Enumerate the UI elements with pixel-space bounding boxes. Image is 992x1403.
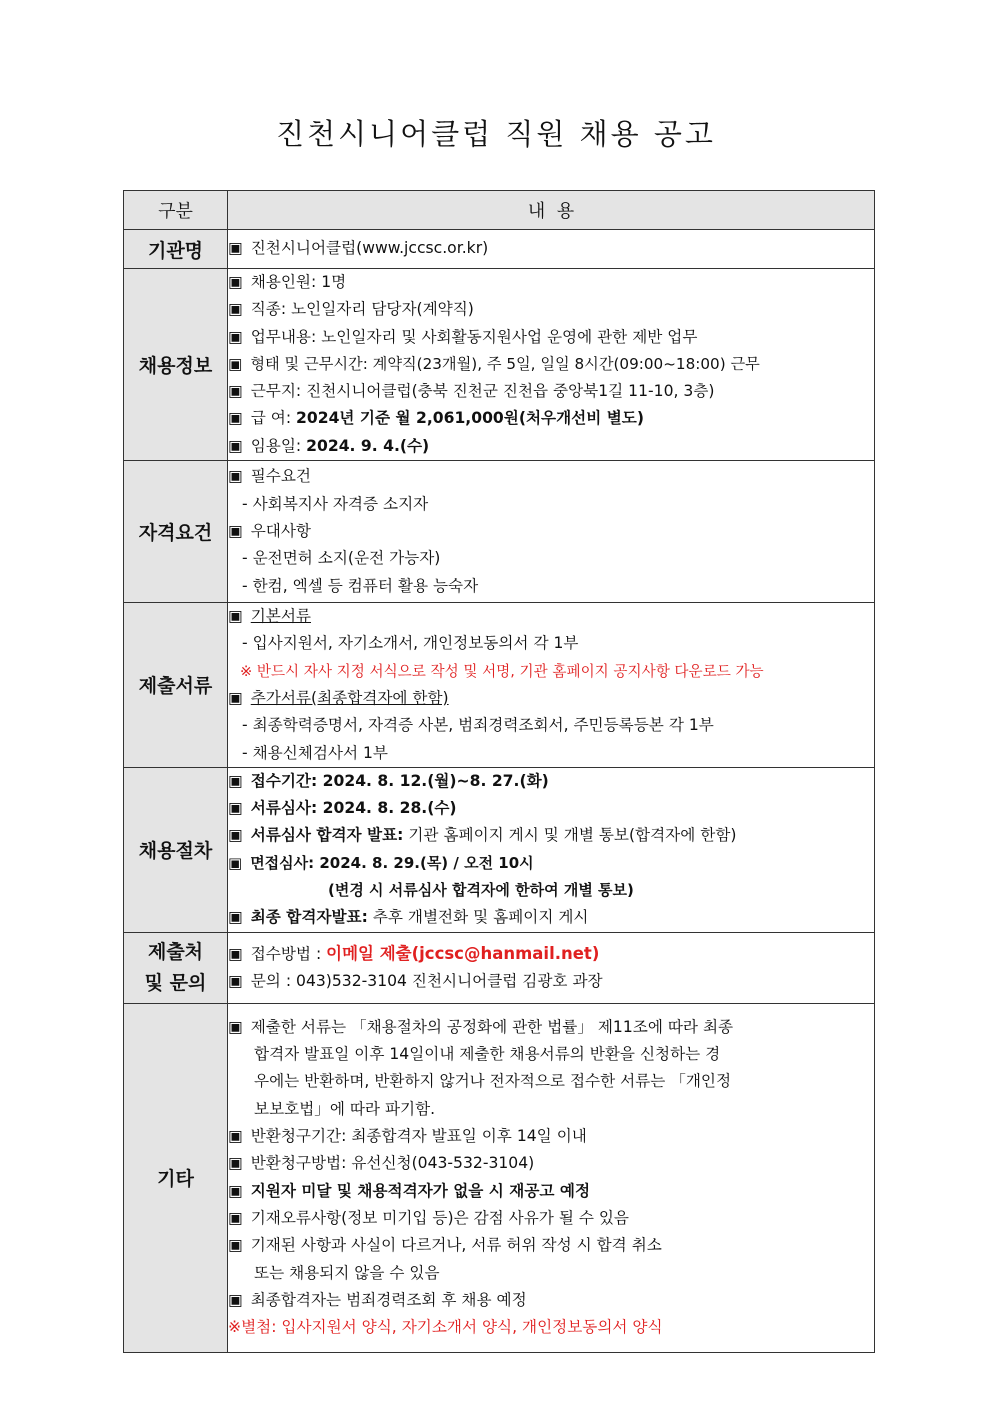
recruit-label: 채용정보 — [124, 269, 228, 461]
pay-item: ▣ 급 여: 2024년 기준 월 2,061,000원(처우개선비 별도) — [228, 405, 874, 432]
bullet-icon: ▣ — [228, 1290, 243, 1309]
false-info-line: ▣ 기재된 사항과 사실이 다르거나, 서류 허위 작성 시 합격 취소 — [228, 1232, 874, 1259]
error-note: ▣ 기재오류사항(정보 미기입 등)은 감점 사유가 될 수 있음 — [228, 1205, 874, 1232]
list-item: ▣ 채용인원: 1명 — [228, 269, 874, 296]
list-item: ▣ 형태 및 근무시간: 계약직(23개월), 주 5일, 일일 8시간(09:00~18:00) 근무 — [228, 351, 874, 378]
screening-item: ▣ 서류심사: 2024. 8. 28.(수) — [228, 795, 874, 822]
recruit-row — [124, 269, 875, 461]
list-item: - 입사지원서, 자기소개서, 개인정보동의서 각 1부 — [242, 634, 579, 653]
documents-label: 제출서류 — [124, 603, 228, 768]
announce-item: ▣ 서류심사 합격자 발표: 기관 홈페이지 게시 및 개별 통보(합격자에 한함) — [228, 822, 874, 849]
header-category: 구분 — [124, 191, 228, 230]
list-item: - 채용신체검사서 1부 — [242, 743, 388, 762]
contact-label-line1: 제출처 — [147, 940, 204, 963]
bullet-icon: ▣ — [228, 826, 243, 845]
etc-label: 기타 — [124, 1003, 228, 1352]
bullet-icon: ▣ — [228, 908, 243, 927]
period-item: ▣ 접수기간: 2024. 8. 12.(월)~8. 27.(화) — [228, 768, 874, 795]
list-item: ▣ 업무내용: 노인일자리 및 사회활동지원사업 운영에 관한 제반 업무 — [228, 324, 874, 351]
bullet-icon: ▣ — [228, 1236, 243, 1255]
bullet-icon: ▣ — [228, 945, 243, 964]
bullet-icon: ▣ — [228, 1181, 243, 1200]
return-method: ▣ 반환청구방법: 유선신청(043-532-3104) — [228, 1150, 874, 1177]
procedure-label: 채용절차 — [124, 767, 228, 932]
return-policy-line: 합격자 발표일 이후 14일이내 제출한 채용서류의 반환을 신청하는 경 — [254, 1045, 721, 1064]
return-period: ▣ 반환청구기간: 최종합격자 발표일 이후 14일 이내 — [228, 1123, 874, 1150]
bullet-icon: ▣ — [228, 521, 243, 540]
list-item: - 사회복지사 자격증 소지자 — [242, 494, 429, 513]
return-policy-line: 보보호법」에 따라 파기함. — [254, 1099, 436, 1118]
inquiry-item: ▣ 문의 : 043)532-3104 진천시니어클럽 김광호 과장 — [228, 968, 874, 995]
bullet-icon: ▣ — [228, 273, 243, 291]
bullet-icon: ▣ — [228, 300, 243, 319]
etc-row — [124, 1003, 875, 1352]
form-note: ※ 반드시 자사 지정 서식으로 작성 및 서명, 기관 홈페이지 공지사항 다운로드 가능 — [240, 662, 764, 680]
bullet-icon: ▣ — [228, 354, 243, 373]
interview-note: (변경 시 서류심사 합격자에 한하여 개별 통보) — [328, 881, 634, 900]
extra-docs-title: ▣ 추가서류(최종합격자에 한함) — [228, 685, 874, 712]
bullet-icon: ▣ — [228, 1127, 243, 1146]
bullet-icon: ▣ — [228, 688, 243, 707]
start-date-item: ▣ 임용일: 2024. 9. 4.(수) — [228, 433, 874, 460]
bullet-icon: ▣ — [228, 1208, 243, 1227]
procedure-row — [124, 767, 875, 932]
bullet-icon: ▣ — [228, 436, 243, 455]
bullet-icon: ▣ — [228, 607, 243, 626]
bullet-icon: ▣ — [228, 327, 243, 346]
bullet-icon: ▣ — [228, 771, 243, 790]
bullet-icon: ▣ — [228, 1154, 243, 1173]
contact-row — [124, 932, 875, 1003]
basic-docs-title: ▣ 기본서류 — [228, 603, 874, 630]
agency-row — [124, 230, 875, 269]
background-check: ▣ 최종합격자는 범죄경력조회 후 채용 예정 — [228, 1287, 874, 1314]
list-item: ▣ 직종: 노인일자리 담당자(계약직) — [228, 296, 874, 323]
submit-method: ▣ 접수방법 : 이메일 제출(jccsc@hanmail.net) — [228, 940, 874, 967]
re-notice: ▣ 지원자 미달 및 채용적격자가 없을 시 재공고 예정 — [228, 1178, 874, 1205]
bullet-icon: ▣ — [228, 799, 243, 818]
bullet-icon: ▣ — [228, 1017, 243, 1036]
attachment-note: ※별첨: 입사지원서 양식, 자기소개서 양식, 개인정보동의서 양식 — [228, 1318, 663, 1337]
list-item: - 최종학력증명서, 자격증 사본, 범죄경력조회서, 주민등록등본 각 1부 — [242, 716, 714, 735]
return-policy-line: ▣ 제출한 서류는 「채용절차의 공정화에 관한 법률」 제11조에 따라 최종 — [228, 1014, 874, 1041]
email-link[interactable]: 이메일 제출(jccsc@hanmail.net) — [326, 944, 600, 964]
return-policy-line: 우에는 반환하며, 반환하지 않거나 전자적으로 접수한 서류는 「개인정 — [254, 1072, 732, 1091]
documents-row — [124, 603, 875, 768]
preferred-title: ▣ 우대사항 — [228, 518, 874, 545]
bullet-icon: ▣ — [228, 971, 243, 990]
bullet-icon: ▣ — [228, 239, 243, 258]
false-info-line: 또는 채용되지 않을 수 있음 — [254, 1263, 440, 1282]
interview-item: ▣ 면접심사: 2024. 8. 29.(목) / 오전 10시 — [228, 850, 874, 877]
page-title: 진천시니어클럽 직원 채용 공고 — [276, 117, 716, 151]
agency-name: ▣ 진천시니어클럽(www.jccsc.or.kr) — [228, 235, 874, 262]
header-content: 내 용 — [228, 191, 875, 230]
contact-label-line2: 및 문의 — [144, 971, 207, 994]
list-item: ▣ 근무지: 진천시니어클럽(충북 진천군 진천읍 중앙북1길 11-10, 3층) — [228, 378, 874, 405]
table-header-row — [124, 191, 875, 230]
bullet-icon: ▣ — [228, 853, 243, 872]
final-item: ▣ 최종 합격자발표: 추후 개별전화 및 홈페이지 게시 — [228, 904, 874, 931]
required-title: ▣ 필수요건 — [228, 463, 874, 490]
bullet-icon: ▣ — [228, 382, 243, 401]
bullet-icon: ▣ — [228, 409, 243, 428]
list-item: - 운전면허 소지(운전 가능자) — [242, 549, 441, 568]
recruitment-table — [123, 190, 875, 1353]
qualification-row — [124, 461, 875, 603]
agency-label: 기관명 — [124, 230, 228, 269]
bullet-icon: ▣ — [228, 467, 243, 486]
qualification-label: 자격요건 — [124, 461, 228, 603]
list-item: - 한컴, 엑셀 등 컴퓨터 활용 능숙자 — [242, 576, 479, 595]
